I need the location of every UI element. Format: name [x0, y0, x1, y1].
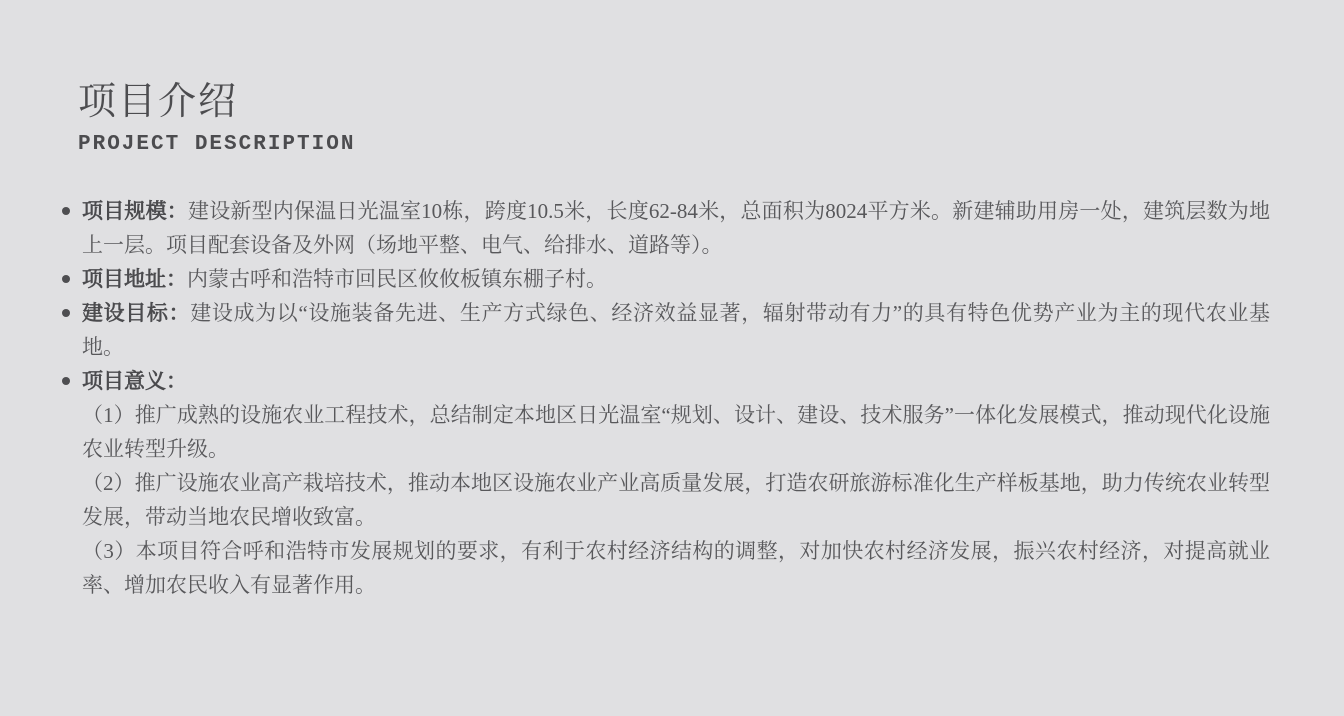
page-subtitle: PROJECT DESCRIPTION — [78, 132, 356, 156]
bullet-text: 建设成为以“设施装备先进、生产方式绿色、经济效益显著，辐射带动有力”的具有特色优势产业为主的现代农业基地。 — [82, 301, 1271, 359]
bullet-text: 内蒙古呼和浩特市回民区攸攸板镇东棚子村。 — [187, 267, 607, 291]
bullet-dot — [62, 275, 70, 283]
content — [60, 194, 1270, 602]
title-block — [78, 82, 355, 156]
bullet-text: 建设新型内保温日光温室10栋，跨度10.5米，长度62-84米，总面积为8024平方米。新建辅助用房一处，建筑层数为地上一层。项目配套设备及外网（场地平整、电气、给排水、道路等）。 — [82, 199, 1271, 257]
bullet-label: 项目意义： — [82, 369, 187, 393]
bullet-dot — [62, 377, 70, 385]
bullet-dot — [62, 207, 70, 215]
bullet-list — [60, 194, 1270, 602]
bullet-dot — [62, 309, 70, 317]
page-title: 项目介绍 — [78, 81, 239, 123]
bullet-item-significance — [60, 364, 1270, 602]
bullet-label: 建设目标： — [82, 301, 191, 325]
sub-item-2: （2）推广设施农业高产栽培技术，推动本地区设施农业产业高质量发展，打造农研旅游标准化生产样板基地，助力传统农业转型发展，带动当地农民增收致富。 — [82, 471, 1270, 529]
bullet-label: 项目规模： — [82, 199, 188, 223]
bullet-paragraph — [82, 364, 1270, 398]
bullet-item-address — [60, 262, 1270, 296]
bullet-item-scale — [60, 194, 1270, 262]
bullet-paragraph — [82, 262, 1270, 296]
bullet-paragraph — [82, 194, 1270, 262]
sub-item-1: （1）推广成熟的设施农业工程技术，总结制定本地区日光温室“规划、设计、建设、技术服务”一体化发展模式，推动现代化设施农业转型升级。 — [82, 403, 1270, 461]
bullet-item-goal — [60, 296, 1270, 364]
sub-item-3: （3）本项目符合呼和浩特市发展规划的要求，有利于农村经济结构的调整，对加快农村经济发展，振兴农村经济，对提高就业率、增加农民收入有显著作用。 — [82, 539, 1270, 597]
bullet-paragraph — [82, 296, 1270, 364]
bullet-label: 项目地址： — [82, 267, 187, 291]
